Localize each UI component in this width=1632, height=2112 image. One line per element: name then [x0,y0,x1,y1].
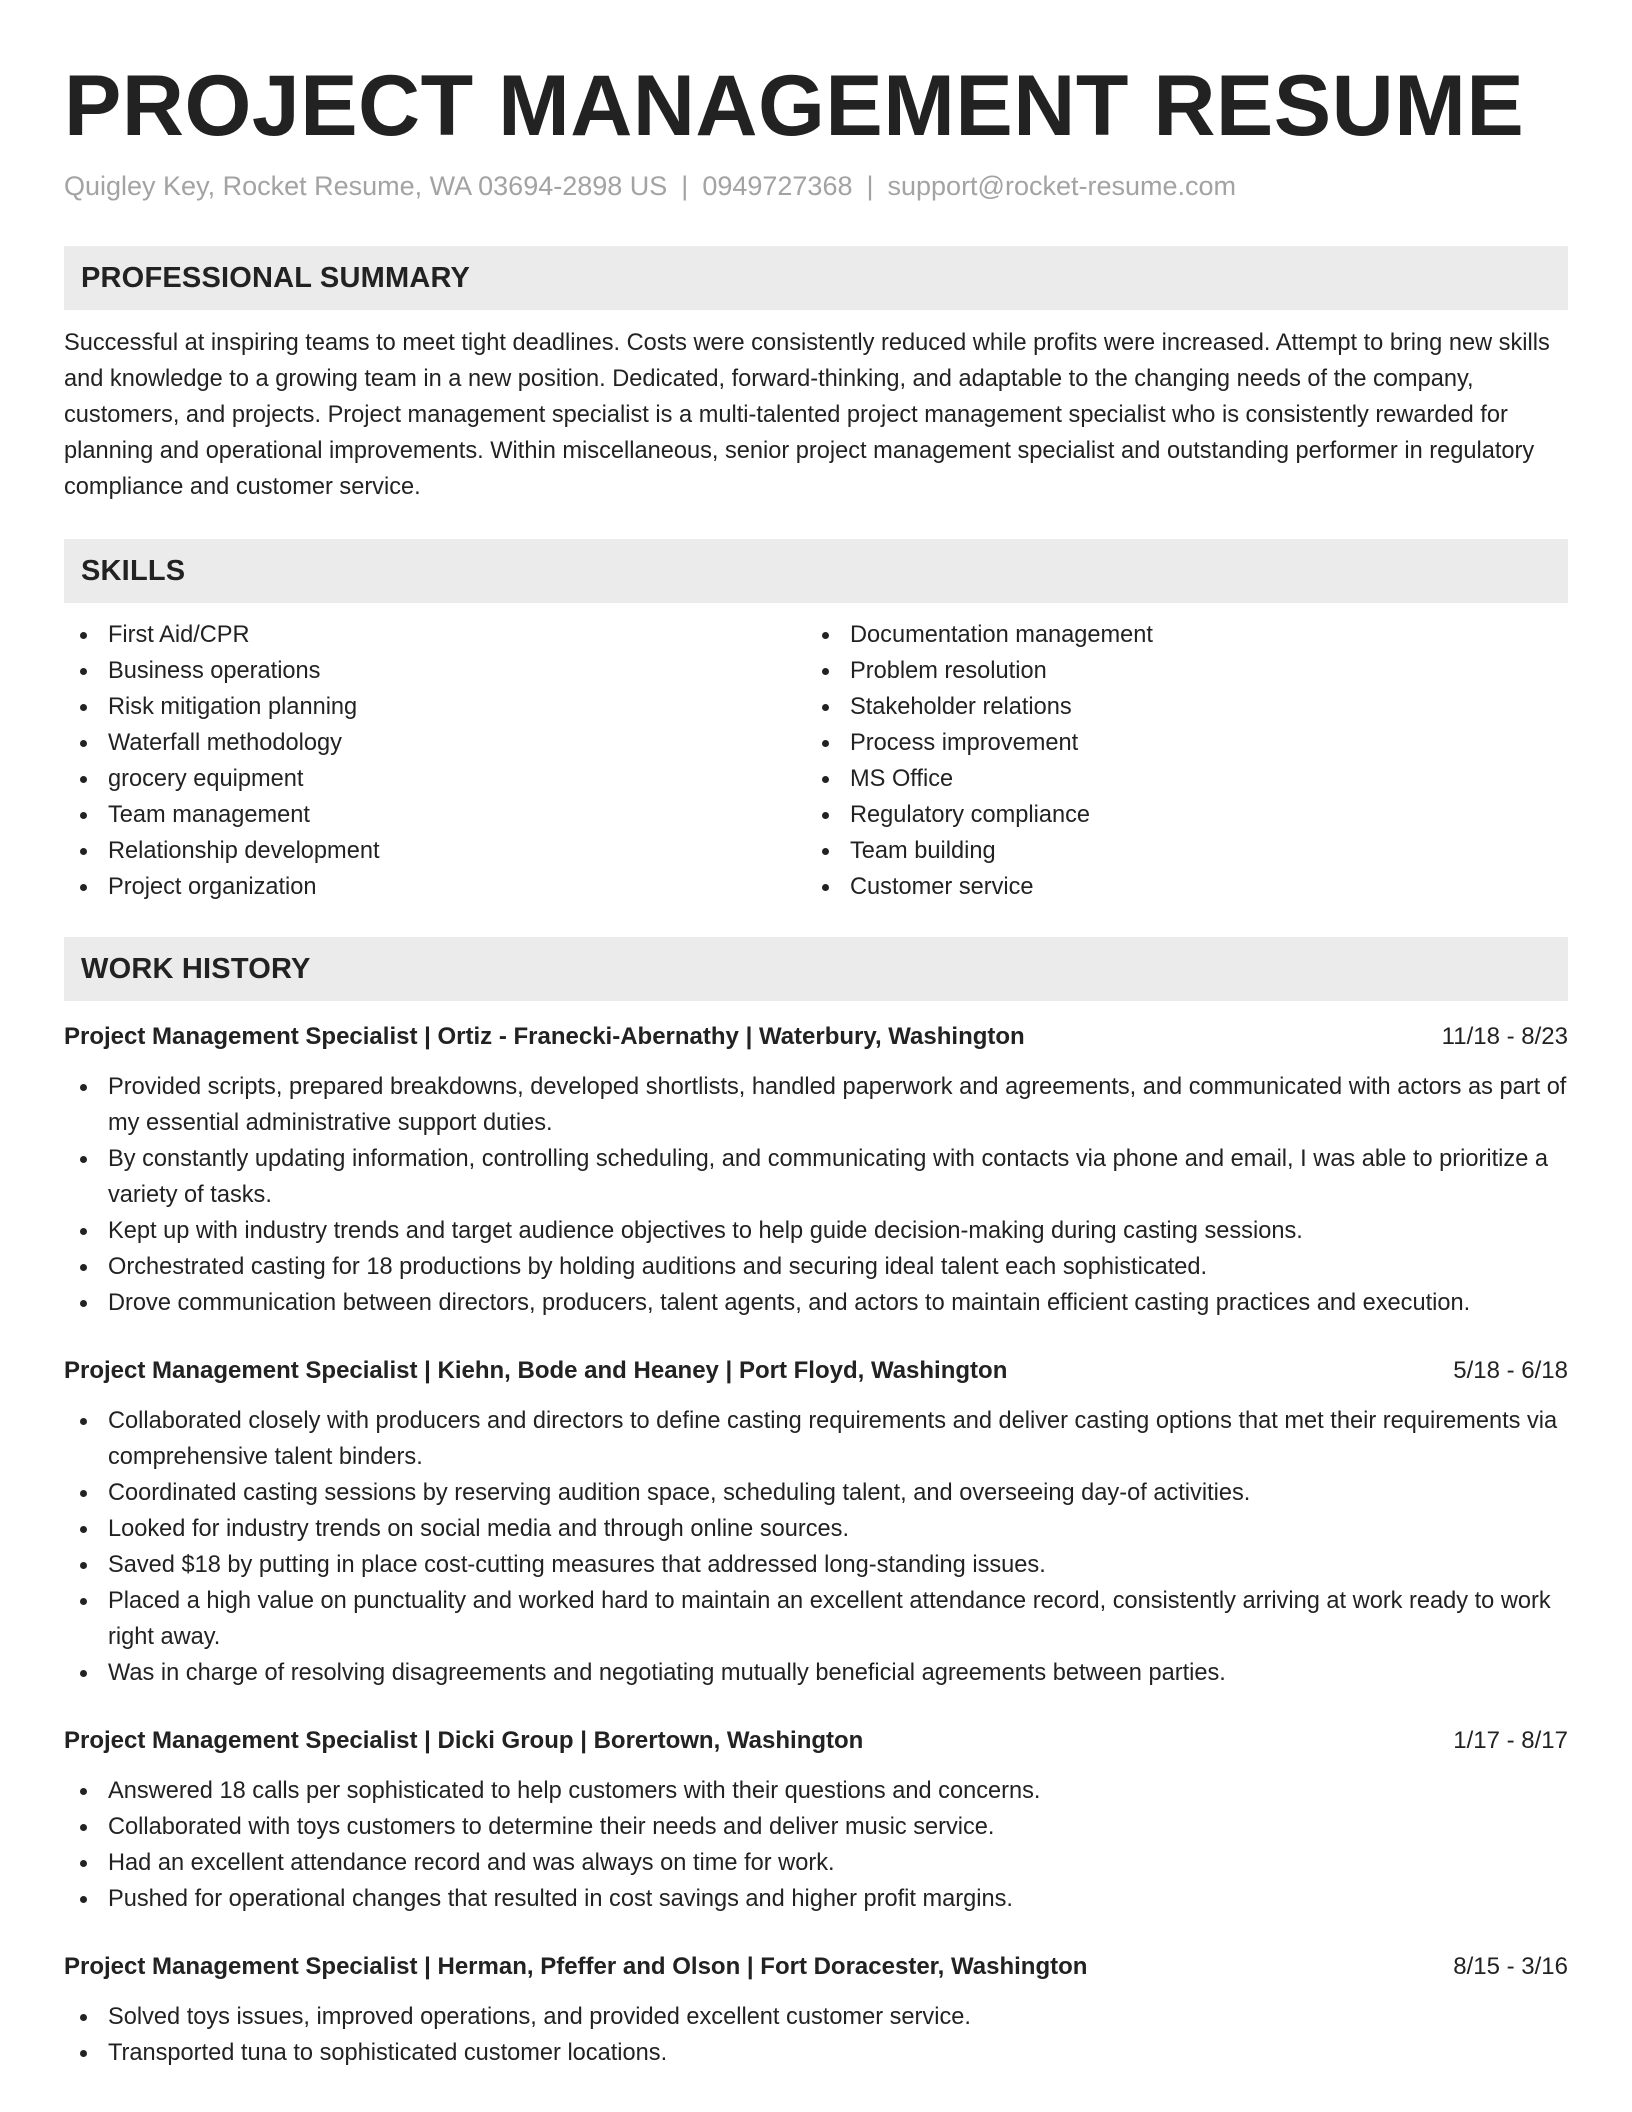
job-bullet [64,1511,1568,1547]
bullet-icon [80,668,87,675]
skills-column-left [64,617,806,905]
job-bullets [64,1069,1568,1321]
skill-item [806,653,1548,689]
bullet-icon [80,1562,87,1569]
bullet-icon [80,1228,87,1235]
job-bullet [64,1403,1568,1475]
skill-item [64,689,806,725]
job-title: Project Management Specialist | Ortiz - Franecki-Abernathy | Waterbury, Washington [64,1023,1025,1050]
resume-title: PROJECT MANAGEMENT RESUME [64,58,1525,154]
skill-item [64,725,806,761]
skill-item [64,869,806,905]
bullet-icon [822,776,829,783]
skill-label: Stakeholder relations [850,694,1072,720]
job-bullet-text: Transported tuna to sophisticated customer locations. [108,2040,668,2066]
job-bullet [64,1773,1568,1809]
job-dates: 5/18 - 6/18 [1453,1357,1568,1384]
bullet-icon [80,1526,87,1533]
job-bullet-text: Pushed for operational changes that resulted in cost savings and higher profit margins. [108,1886,1013,1912]
job-title: Project Management Specialist | Kiehn, Bode and Heaney | Port Floyd, Washington [64,1357,1008,1384]
job-bullet-text: By constantly updating information, controlling scheduling, and communicating with contacts via phone and email, I was able to prioritize a variety of tasks. [108,1146,1549,1208]
job-bullet-text: Solved toys issues, improved operations, and provided excellent customer service. [108,2004,971,2030]
skill-label: First Aid/CPR [108,622,250,648]
skill-item [806,869,1548,905]
job-bullet [64,1285,1568,1321]
section-heading-work-history: WORK HISTORY [64,937,1568,1001]
job-bullet-text: Looked for industry trends on social media and through online sources. [108,1516,850,1542]
bullet-icon [80,632,87,639]
skill-label: MS Office [850,766,954,792]
job-bullet [64,1475,1568,1511]
bullet-icon [80,884,87,891]
job-bullet [64,1655,1568,1691]
job-dates: 8/15 - 3/16 [1453,1953,1568,1980]
job-bullet-text: Coordinated casting sessions by reserving audition space, scheduling talent, and overseeing day-of activities. [108,1480,1251,1506]
job-entry [64,1019,1568,1321]
bullet-icon [80,1896,87,1903]
job-bullet-text: Was in charge of resolving disagreements and negotiating mutually beneficial agreements between parties. [108,1660,1226,1686]
job-bullet-text: Orchestrated casting for 18 productions by holding auditions and securing ideal talent each sophisticated. [108,1254,1208,1280]
contact-address: Quigley Key, Rocket Resume, WA 03694-2898 US [64,171,668,201]
bullet-icon [822,632,829,639]
bullet-icon [80,1156,87,1163]
job-bullet [64,1845,1568,1881]
summary-paragraph: Successful at inspiring teams to meet tight deadlines. Costs were consistently reduced while profits were increased. Attempt to bring new skills and knowledge to a growing team in a new position. Dedicated, forward-thinking, and adaptable to the changing needs of the company, customers, and projects. Project management specialist is a multi-talented project management specialist who is consistently rewarded for planning and operational improvements. Within miscellaneous, senior project management specialist and outstanding performer in regulatory compliance and customer service. [64,330,1550,500]
bullet-icon [822,884,829,891]
skill-item [64,653,806,689]
bullet-icon [80,1670,87,1677]
bullet-icon [822,668,829,675]
job-header [64,1949,1568,1985]
skill-item [806,833,1548,869]
skills-column-right [806,617,1548,905]
contact-separator: | [681,171,689,201]
job-bullets [64,1999,1568,2071]
skill-label: Project organization [108,874,317,900]
skill-label: Problem resolution [850,658,1047,684]
bullet-icon [80,1598,87,1605]
job-bullet [64,1069,1568,1141]
job-bullet-text: Provided scripts, prepared breakdowns, developed shortlists, handled paperwork and agreements, and communicated with actors as part of my essential administrative support duties. [108,1074,1567,1136]
bullet-icon [80,812,87,819]
skill-label: Regulatory compliance [850,802,1090,828]
skill-label: grocery equipment [108,766,304,792]
bullet-icon [80,740,87,747]
section-heading-summary: PROFESSIONAL SUMMARY [64,246,1568,310]
bullet-icon [822,704,829,711]
skill-item [64,833,806,869]
job-bullet-text: Drove communication between directors, producers, talent agents, and actors to maintain efficient casting practices and execution. [108,1290,1471,1316]
skill-label: Waterfall methodology [108,730,342,756]
job-bullet-text: Answered 18 calls per sophisticated to help customers with their questions and concerns. [108,1778,1041,1804]
skill-item [806,761,1548,797]
contact-separator: | [866,171,874,201]
job-bullet [64,1547,1568,1583]
section-heading-skills: SKILLS [64,539,1568,603]
job-bullet-text: Collaborated closely with producers and directors to define casting requirements and deliver casting options that met their requirements via comprehensive talent binders. [108,1408,1558,1470]
job-bullet-text: Saved $18 by putting in place cost-cutting measures that addressed long-standing issues. [108,1552,1046,1578]
skill-item [64,797,806,833]
bullet-icon [80,1418,87,1425]
job-bullet [64,1213,1568,1249]
bullet-icon [80,1824,87,1831]
job-bullet [64,2035,1568,2071]
skill-item [64,617,806,653]
job-bullet-text: Collaborated with toys customers to determine their needs and deliver music service. [108,1814,995,1840]
job-bullet-text: Placed a high value on punctuality and worked hard to maintain an excellent attendance record, consistently arriving at work ready to work right away. [108,1588,1551,1650]
skill-item [806,689,1548,725]
skill-label: Customer service [850,874,1034,900]
bullet-icon [80,1264,87,1271]
skill-label: Team management [108,802,310,828]
job-dates: 1/17 - 8/17 [1453,1727,1568,1754]
job-bullet-text: Kept up with industry trends and target audience objectives to help guide decision-making during casting sessions. [108,1218,1303,1244]
job-entry [64,1723,1568,1917]
job-header [64,1353,1568,1389]
job-header [64,1019,1568,1055]
bullet-icon [80,1084,87,1091]
resume-page [64,0,1568,2071]
bullet-icon [822,740,829,747]
bullet-icon [80,1788,87,1795]
skill-label: Risk mitigation planning [108,694,358,720]
bullet-icon [80,2014,87,2021]
skill-item [64,761,806,797]
job-bullet [64,1141,1568,1213]
contact-email: support@rocket-resume.com [887,171,1237,201]
job-title: Project Management Specialist | Herman, Pfeffer and Olson | Fort Doracester, Washington [64,1953,1088,1980]
contact-line [64,168,1568,204]
bullet-icon [80,1300,87,1307]
skill-item [806,725,1548,761]
skill-label: Team building [850,838,996,864]
job-entry [64,1949,1568,2071]
skill-label: Process improvement [850,730,1079,756]
bullet-icon [80,1490,87,1497]
skills-grid [64,617,1568,905]
job-entry [64,1353,1568,1691]
bullet-icon [80,1860,87,1867]
job-bullet [64,1249,1568,1285]
job-bullet-text: Had an excellent attendance record and was always on time for work. [108,1850,835,1876]
bullet-icon [822,848,829,855]
bullet-icon [80,2050,87,2057]
bullet-icon [822,812,829,819]
skill-item [806,617,1548,653]
job-bullet [64,1809,1568,1845]
contact-phone: 0949727368 [702,171,853,201]
job-dates: 11/18 - 8/23 [1441,1023,1568,1050]
bullet-icon [80,776,87,783]
skill-label: Documentation management [850,622,1153,648]
job-bullet [64,1583,1568,1655]
job-bullet [64,1999,1568,2035]
job-header [64,1723,1568,1759]
job-title: Project Management Specialist | Dicki Group | Borertown, Washington [64,1727,864,1754]
job-bullets [64,1773,1568,1917]
skill-label: Business operations [108,658,321,684]
job-bullet [64,1881,1568,1917]
bullet-icon [80,848,87,855]
skill-label: Relationship development [108,838,380,864]
job-bullets [64,1403,1568,1691]
bullet-icon [80,704,87,711]
skill-item [806,797,1548,833]
